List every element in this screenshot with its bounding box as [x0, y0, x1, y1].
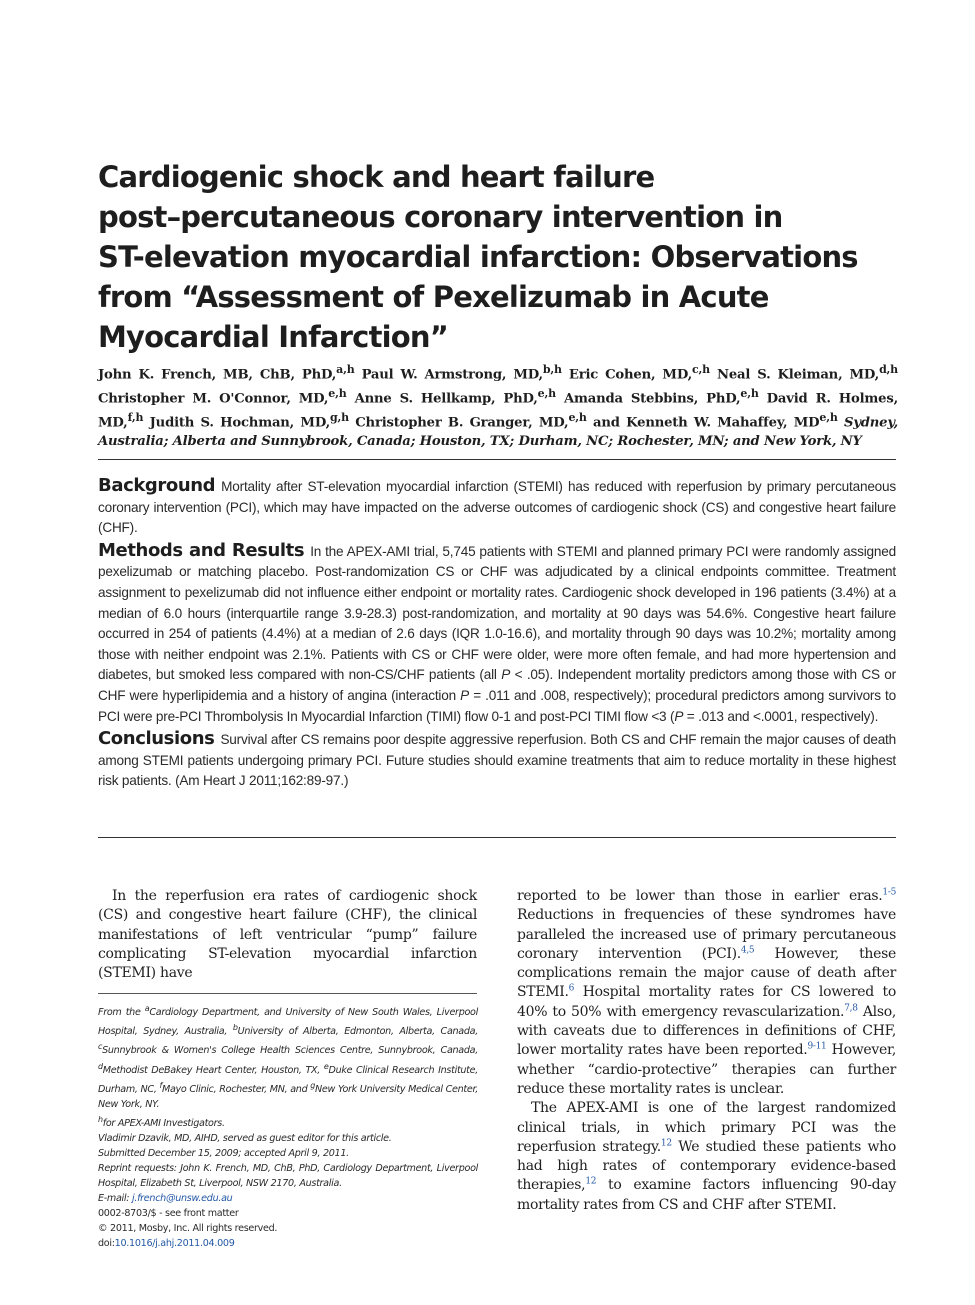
author-affil-mark: g,h [329, 410, 349, 424]
title-line: Cardiogenic shock and heart failure [98, 160, 655, 194]
author-name: Christopher B. Granger, MD, [355, 415, 569, 431]
abstract-background [98, 476, 896, 539]
author-name: Paul W. Armstrong, MD, [361, 367, 543, 383]
body-text: to examine factors influencing 90-day mortality rates from CS and CHF after STEMI. [517, 1177, 896, 1213]
abstract-text: Mortality after ST-elevation myocardial infarction (STEMI) has reduced with reperfusion by primary percutaneous coronary intervention (PCI), which may have impacted on the adverse outcomes of cardiogenic shock (CS) and congestive heart failure (CHF). [98, 479, 896, 536]
body-text: reported to be lower than those in earlier eras. [517, 888, 883, 904]
issn-line: 0002-8703/$ - see front matter [98, 1208, 239, 1220]
title-line: post–percutaneous coronary intervention in [98, 200, 783, 234]
abstract-text: = .013 and <.0001, respectively). [683, 708, 879, 724]
citation-link[interactable]: 7,8 [844, 1003, 858, 1014]
footnote-text: Duke Clinical Research Institute, Durham, NC, [98, 1064, 479, 1095]
body-text: Hospital mortality rates for CS lowered to 40% to 50% with emergency revascularization. [517, 984, 896, 1020]
footnote-text: Mayo Clinic, Rochester, MN, and [162, 1083, 311, 1095]
submission-dates: Submitted December 15, 2009; accepted April 9, 2011. [98, 1148, 349, 1160]
abstract-text: In the APEX-AMI trial, 5,745 patients with STEMI and planned primary PCI were randomly assigned pexelizumab or matching placebo. Post-randomization CS or CHF was adjudicated by a clinical endpoints committee. Treatment assignment to pexelizumab did not influence either endpoint or mortality rates. Cardiogenic shock developed in 196 patients (3.4%) at a median of 6.0 hours (interquartile range 3.9-28.3) post-randomization, and mortality at 90 days was 54.6%. Congestive heart failure occurred in 254 of patients (4.4%) at a median of 2.6 days (IQR 1.0-16.6), and mortality through 90 days was 10.2%; mortality among those with neither endpoint was 2.1%. Patients with CS or CHF were older, were more often female, and had more hypertension and diabetes, but smoked less compared with non-CS/CHF patients (all [98, 543, 897, 683]
author-affil-mark: a,h [336, 363, 355, 376]
footnote-mark: h [98, 1114, 103, 1124]
footnote-text: University of Alberta, Edmonton, Alberta, Canada, [237, 1026, 479, 1038]
author-affil-mark: f,h [127, 410, 144, 424]
section-heading: Conclusions [98, 728, 215, 750]
affiliation-footnote [98, 1001, 478, 1112]
abstract-methods [98, 541, 896, 727]
copyright-line: © 2011, Mosby, Inc. All rights reserved. [98, 1223, 278, 1235]
citation-link[interactable]: 12 [660, 1138, 672, 1149]
abstract-conclusions [98, 729, 896, 792]
title-line: ST-elevation myocardial infarction: Observations [98, 240, 858, 274]
citation-link[interactable]: 1-5 [882, 887, 896, 898]
affiliation-line: Sydney, Australia; Alberta and Sunnybrook, Canada; Houston, TX; Durham, NC; Rochester, MN; and New York, NY [98, 415, 898, 449]
abstract-text: Survival after CS remains poor despite aggressive reperfusion. Both CS and CHF remain the major causes of death among STEMI patients undergoing primary PCI. Future studies should examine treatments that aim to reduce mortality in these highest risk patients. (Am Heart J 2011;162:89-97.) [98, 732, 896, 789]
author-name: Amanda Stebbins, PhD, [563, 391, 741, 407]
author-affil-mark: e,h [819, 410, 838, 424]
p-symbol: P [674, 708, 684, 724]
guest-editor-note: Vladimir Dzavik, MD, AIHD, served as guest editor for this article. [98, 1133, 392, 1145]
author-affil-mark: e,h [568, 410, 587, 424]
body-paragraph: In the reperfusion era rates of cardiogenic shock (CS) and congestive heart failure (CHF), the clinical manifestations of left ventricular “pump” failure complicating ST-elevation myocardial infarction (STEMI) have [98, 888, 477, 982]
section-heading: Methods and Results [98, 539, 305, 561]
email-label: E-mail: [98, 1193, 132, 1205]
body-right-column [517, 887, 896, 1215]
body-paragraph [517, 887, 896, 1099]
author-affil-mark: b,h [542, 363, 562, 376]
body-text: The APEX-AMI is one of the largest randomized clinical trials, in which primary PCI was the reperfusion strategy. [517, 1100, 896, 1155]
author-affil-mark: d,h [879, 363, 898, 376]
footnotes [98, 1001, 478, 1251]
doi-line [98, 1236, 478, 1251]
footnote-text: From the [98, 1007, 145, 1019]
p-symbol: P [460, 687, 470, 703]
investigators-footnote [98, 1112, 478, 1131]
author-name: David R. Holmes, MD, [98, 391, 898, 431]
footnote-mark: e [323, 1061, 329, 1071]
abstract-top-rule [98, 459, 896, 460]
author-list [98, 361, 898, 451]
title-line: from “Assessment of Pexelizumab in Acute [98, 280, 769, 314]
author-affil-mark: e,h [537, 386, 556, 400]
citation-link[interactable]: 12 [585, 1176, 597, 1187]
author-name: Christopher M. O'Connor, MD, [98, 391, 329, 407]
p-symbol: P [501, 667, 511, 683]
footnote-mark: d [98, 1061, 103, 1071]
footnote-rule [98, 993, 477, 994]
author-name: Eric Cohen, MD, [568, 367, 692, 383]
author-name: and Kenneth W. Mahaffey, MD [593, 415, 820, 431]
title-line: Myocardial Infarction” [98, 320, 448, 354]
footnote-text: Sunnybrook & Women's College Health Sciences Centre, Sunnybrook, Canada, [102, 1045, 478, 1057]
author-name: Neal S. Kleiman, MD, [716, 367, 880, 383]
body-text: Reductions in frequencies of these syndromes have paralleled the increased use of primary percutaneous coronary intervention (PCI). [517, 907, 896, 962]
footnote-mark: f [159, 1080, 162, 1090]
body-paragraph [517, 1099, 896, 1215]
footnote-text: for APEX-AMI Investigators. [102, 1118, 225, 1130]
body-left-column [98, 887, 477, 983]
abstract-text: < .05). Independent mortality predictors among those with CS or CHF were hyperlipidemia and a history of angina (interaction [98, 667, 896, 703]
author-affil-mark: e,h [740, 386, 759, 400]
doi-label: doi: [98, 1238, 115, 1250]
footnote-mark: a [144, 1004, 150, 1013]
body-text: However, whether “cardio-protective” therapies can further reduce these mortality rates is unclear. [517, 1042, 896, 1097]
email-link[interactable]: j.french@unsw.edu.au [131, 1193, 233, 1205]
footnote-mark: b [232, 1023, 238, 1033]
abstract-bottom-rule [98, 837, 896, 838]
citation-link[interactable]: 6 [568, 983, 575, 994]
author-affil-mark: e,h [328, 386, 347, 400]
footnote-mark: g [310, 1080, 316, 1090]
citation-link[interactable]: 4,5 [740, 945, 755, 956]
body-text: However, these complications remain the major cause of death after STEMI. [517, 945, 896, 1001]
author-affil-mark: c,h [692, 363, 710, 376]
author-name: Anne S. Hellkamp, PhD, [354, 391, 538, 407]
body-text: We studied these patients who had high rates of contemporary evidence-based therapies, [517, 1138, 896, 1194]
footnote-text: New York University Medical Center, New York, NY. [98, 1083, 478, 1110]
doi-link[interactable]: 10.1016/j.ahj.2011.04.009 [114, 1238, 235, 1250]
reprint-requests: Reprint requests: John K. French, MD, ChB, PhD, Cardiology Department, Liverpool Hospital, Elizabeth St, Liverpool, NSW 2170, Australia. [98, 1163, 478, 1190]
citation-link[interactable]: 9-11 [807, 1041, 827, 1052]
email-line [98, 1191, 478, 1206]
author-name: John K. French, MB, ChB, PhD, [98, 367, 337, 383]
article-title [98, 157, 878, 357]
abstract [98, 476, 896, 794]
footnote-text: Cardiology Department, and University of New South Wales, Liverpool Hospital, Sydney, Australia, [98, 1007, 478, 1038]
section-heading: Background [98, 475, 216, 496]
footnote-text: Methodist DeBakey Heart Center, Houston, TX, [102, 1064, 324, 1076]
author-name: Judith S. Hochman, MD, [149, 415, 330, 431]
footnote-mark: c [98, 1042, 103, 1052]
body-text: Also, with caveats due to differences in definitions of CHF, lower mortality rates have been reported. [517, 1003, 896, 1059]
abstract-text: = .011 and .008, respectively); procedural predictors among survivors to PCI were pre-PCI Thrombolysis In Myocardial Infarction (TIMI) flow 0-1 and post-PCI TIMI flow <3 ( [98, 687, 896, 724]
